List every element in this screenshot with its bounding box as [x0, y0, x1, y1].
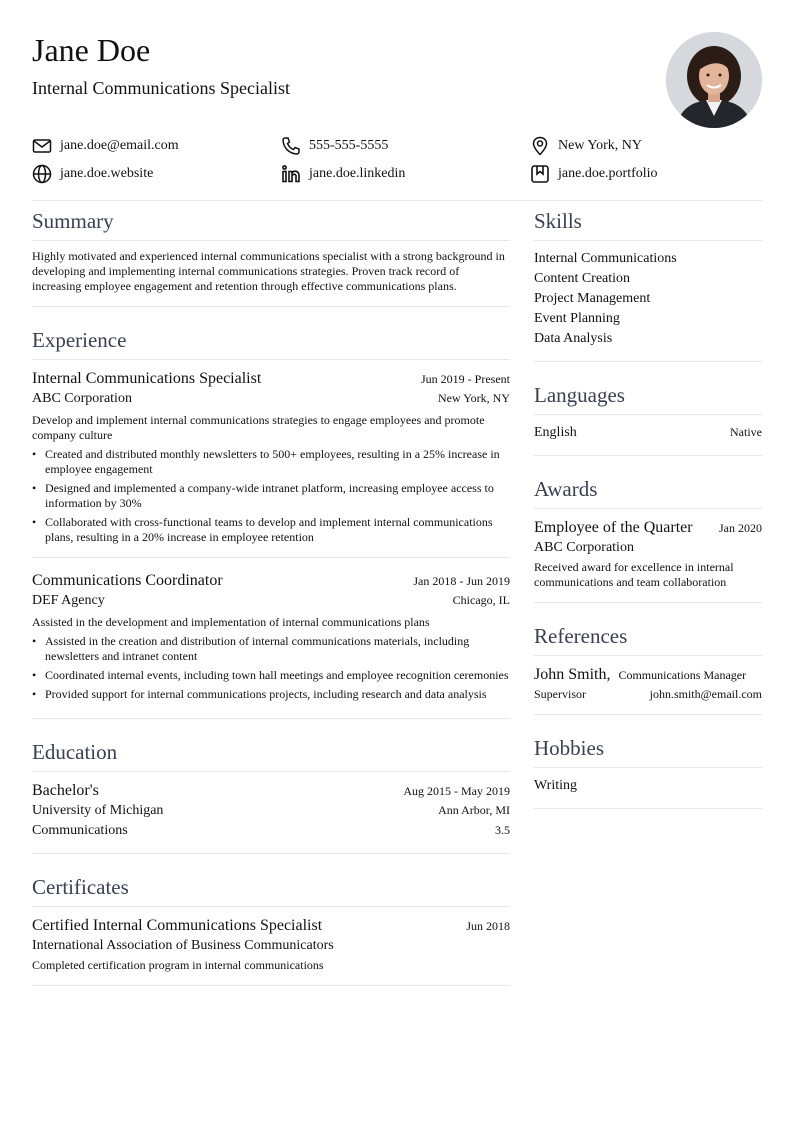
language-name: English [534, 425, 577, 440]
portfolio-icon [530, 164, 550, 184]
summary-heading: Summary [32, 206, 510, 241]
certificate-description: Completed certification program in internal communications [32, 958, 324, 972]
skills-section [534, 206, 762, 362]
job-role: Communications Coordinator [32, 572, 223, 589]
job-role: Internal Communications Specialist [32, 370, 262, 387]
candidate-name: Jane Doe [32, 32, 151, 68]
contact-website[interactable] [32, 164, 153, 184]
education-field: Communications [32, 823, 128, 838]
job-dates: Jun 2019 - Present [421, 372, 510, 386]
job-bullet: • Designed and implemented a company-wide intranet platform, increasing employee access to information by 30% [32, 481, 510, 511]
job-bullets [32, 634, 510, 702]
job-bullet: • Provided support for internal communications projects, including research and data analysis [32, 687, 510, 702]
contact-linkedin[interactable] [281, 164, 405, 184]
main-column [32, 206, 510, 1004]
award-description: Received award for excellence in internal communications and team collaboration [534, 560, 734, 589]
skills-heading: Skills [534, 206, 762, 241]
education-location: Ann Arbor, MI [438, 803, 510, 817]
awards-heading: Awards [534, 474, 762, 509]
job-company: ABC Corporation [32, 391, 132, 406]
contact-website-text: jane.doe.website [60, 166, 154, 181]
profile-photo [666, 32, 762, 128]
contact-phone[interactable] [281, 136, 388, 156]
certificates-section [32, 872, 510, 986]
languages-section [534, 380, 762, 456]
certificate-date: Jun 2018 [466, 919, 510, 933]
job-bullet: • Assisted in the creation and distribution of internal communications materials, including newsletters and intranet content [32, 634, 510, 664]
skill-item: Content Creation [534, 271, 631, 286]
hobbies-heading: Hobbies [534, 733, 762, 768]
summary-section [32, 206, 510, 307]
job-location: New York, NY [437, 391, 510, 405]
education-dates: Aug 2015 - May 2019 [403, 784, 510, 798]
certificate-issuer: International Association of Business Communicators [32, 938, 334, 953]
reference-relation: Supervisor [534, 687, 586, 701]
reference-name: John Smith, [534, 666, 611, 683]
awards-section [534, 474, 762, 603]
languages-heading: Languages [534, 380, 762, 415]
location-pin-icon [530, 136, 550, 156]
contact-email[interactable] [32, 136, 179, 156]
job-dates: Jan 2018 - Jun 2019 [413, 574, 510, 588]
linkedin-icon [281, 164, 301, 184]
contact-portfolio[interactable] [530, 164, 658, 184]
side-column [534, 206, 762, 827]
skill-item: Project Management [534, 291, 651, 306]
contact-location-text: New York, NY [558, 138, 643, 153]
award-issuer: ABC Corporation [534, 540, 634, 555]
job-bullets [32, 447, 510, 545]
job-company: DEF Agency [32, 593, 105, 608]
phone-icon [281, 136, 301, 156]
contact-email-text: jane.doe@email.com [60, 138, 179, 153]
job-bullet: • Created and distributed monthly newsletters to 500+ employees, resulting in a 25% increase in employee engagement [32, 447, 510, 477]
hobby-item: Writing [534, 778, 577, 793]
reference-email[interactable]: john.smith@email.com [649, 687, 762, 701]
contact-linkedin-text: jane.doe.linkedin [309, 166, 406, 181]
hobbies-section [534, 733, 762, 809]
job-bullet: • Collaborated with cross-functional teams to develop and implement internal communications plans, resulting in a 20% increase in employee retention [32, 515, 510, 545]
experience-section [32, 325, 510, 719]
job-bullet: • Coordinated internal events, including town hall meetings and employee recognition ceremonies [32, 668, 510, 683]
globe-icon [32, 164, 52, 184]
experience-heading: Experience [32, 325, 510, 360]
contact-portfolio-text: jane.doe.portfolio [558, 166, 658, 181]
skill-item: Event Planning [534, 311, 620, 326]
experience-entry [32, 368, 510, 545]
education-section [32, 737, 510, 854]
education-gpa: 3.5 [495, 823, 510, 837]
award-date: Jan 2020 [719, 521, 762, 535]
job-location: Chicago, IL [452, 593, 510, 607]
reference-position: Communications Manager [618, 668, 747, 682]
experience-entry [32, 557, 510, 702]
candidate-title: Internal Communications Specialist [32, 78, 290, 98]
skill-item: Internal Communications [534, 251, 677, 266]
mail-icon [32, 136, 52, 156]
contact-location [530, 136, 642, 156]
language-level: Native [730, 425, 762, 439]
job-description: Assisted in the development and implementation of internal communications plans [32, 615, 430, 629]
job-description: Develop and implement internal communications strategies to engage employees and promote company culture [32, 413, 485, 442]
references-section [534, 621, 762, 715]
education-school: University of Michigan [32, 803, 164, 818]
certificates-heading: Certificates [32, 872, 510, 907]
certificate-name: Certified Internal Communications Specialist [32, 917, 323, 934]
skill-item: Data Analysis [534, 331, 613, 346]
summary-text: Highly motivated and experienced internal communications specialist with a strong background in developing and implementing internal communications strategies. Proven track record of increasing employee engagement and retention through effective communications plans. [32, 249, 505, 293]
profile-photo-image [666, 32, 762, 128]
education-degree: Bachelor's [32, 782, 99, 799]
award-name: Employee of the Quarter [534, 519, 693, 536]
contact-phone-text: 555-555-5555 [309, 138, 389, 153]
header-divider [32, 200, 762, 201]
education-heading: Education [32, 737, 510, 772]
references-heading: References [534, 621, 762, 656]
